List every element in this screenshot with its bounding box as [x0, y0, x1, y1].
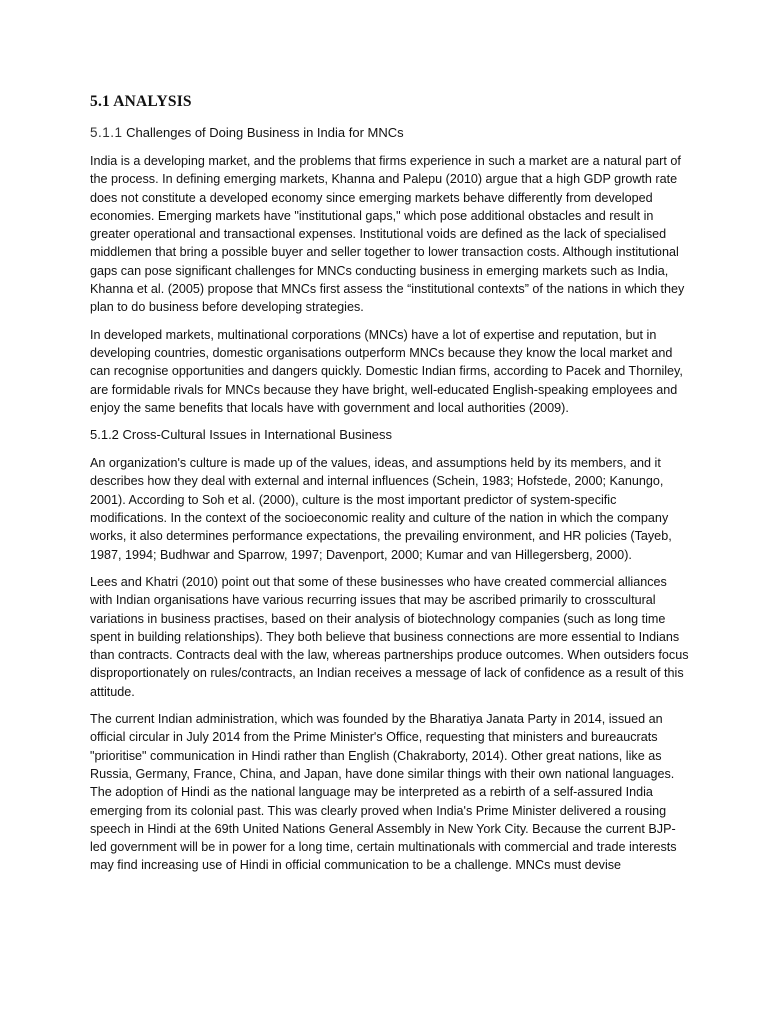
paragraph: The current Indian administration, which was founded by the Bharatiya Janata Party in 2014, issued an official circular in July 2014 from the Prime Minister's Office, requesting that ministers and bureaucrats "prioritise" communication in Hindi rather than English (Chakraborty, 2014). Other great nations, like as Russia, Germany, France, China, and Japan, have done similar things with their own national languages. The adoption of Hindi as the national language may be interpreted as a rebirth of a self-assured India emerging from its colonial past. This was clearly proved when India's Prime Minister delivered a rousing speech in Hindi at the 69th United Nations General Assembly in New York City. Because the current BJP-led government will be in power for a long time, certain multinationals with commercial and trade interests may find increasing use of Hindi in official communication to be a challenge. MNCs must devise [90, 712, 677, 873]
section-heading: 5.1 ANALYSIS [90, 93, 192, 110]
paragraph: Lees and Khatri (2010) point out that some of these businesses who have created commercial alliances with Indian organisations have various recurring issues that may be ascribed primarily to crosscultural variations in business practises, based on their analysis of biotechnology companies (such as long time spent in building relationships). They both believe that business connections are more essential to Indians than contracts. Contracts deal with the law, whereas partnerships produce outcomes. When outsiders focus disproportionately on rules/contracts, an Indian receives a message of lack of confidence as a result of this attitude. [90, 574, 689, 699]
subheading-challenges [90, 124, 690, 142]
subheading-cross-cultural: 5.1.2 Cross-Cultural Issues in International Business [90, 427, 393, 443]
subheading-title: Challenges of Doing Business in India for MNCs [126, 125, 404, 140]
paragraph: India is a developing market, and the problems that firms experience in such a market are a natural part of the process. In defining emerging markets, Khanna and Palepu (2010) argue that a high GDP growth rate does not constitute a developed economy since emerging markets behave differently from developed economies. Emerging markets have "institutional gaps," which pose additional obstacles and result in greater operational and transactional expenses. Institutional voids are defined as the lack of specialised middlemen that bring a possible buyer and seller together to lower transaction costs. Although institutional gaps can pose significant challenges for MNCs conducting business in emerging markets such as India, Khanna et al. (2005) propose that MNCs first assess the “institutional contexts” of the nations in which they plan to do business before developing strategies. [90, 154, 685, 315]
subheading-number: 5.1.1 [90, 125, 123, 140]
document-page [90, 92, 690, 884]
paragraph: In developed markets, multinational corporations (MNCs) have a lot of expertise and reputation, but in developing countries, domestic organisations outperform MNCs because they know the local market and can recognise opportunities and dangers quickly. Domestic Indian firms, according to Pacek and Thorniley, are formidable rivals for MNCs because they have bright, well-educated English-speaking employees and enjoy the same benefits that locals have with government and local authorities (2009). [90, 327, 683, 415]
paragraph: An organization's culture is made up of the values, ideas, and assumptions held by its members, and it describes how they deal with external and internal influences (Schein, 1983; Hofstede, 2000; Kanungo, 2001). According to Soh et al. (2000), culture is the most important predictor of system-specific modifications. In the context of the socioeconomic reality and culture of the nation in which the company works, it also determines performance expectations, the prevailing environment, and HR policies (Tayeb, 1987, 1994; Budhwar and Sparrow, 1997; Davenport, 2000; Kumar and van Hillegersberg, 2000). [90, 456, 672, 562]
